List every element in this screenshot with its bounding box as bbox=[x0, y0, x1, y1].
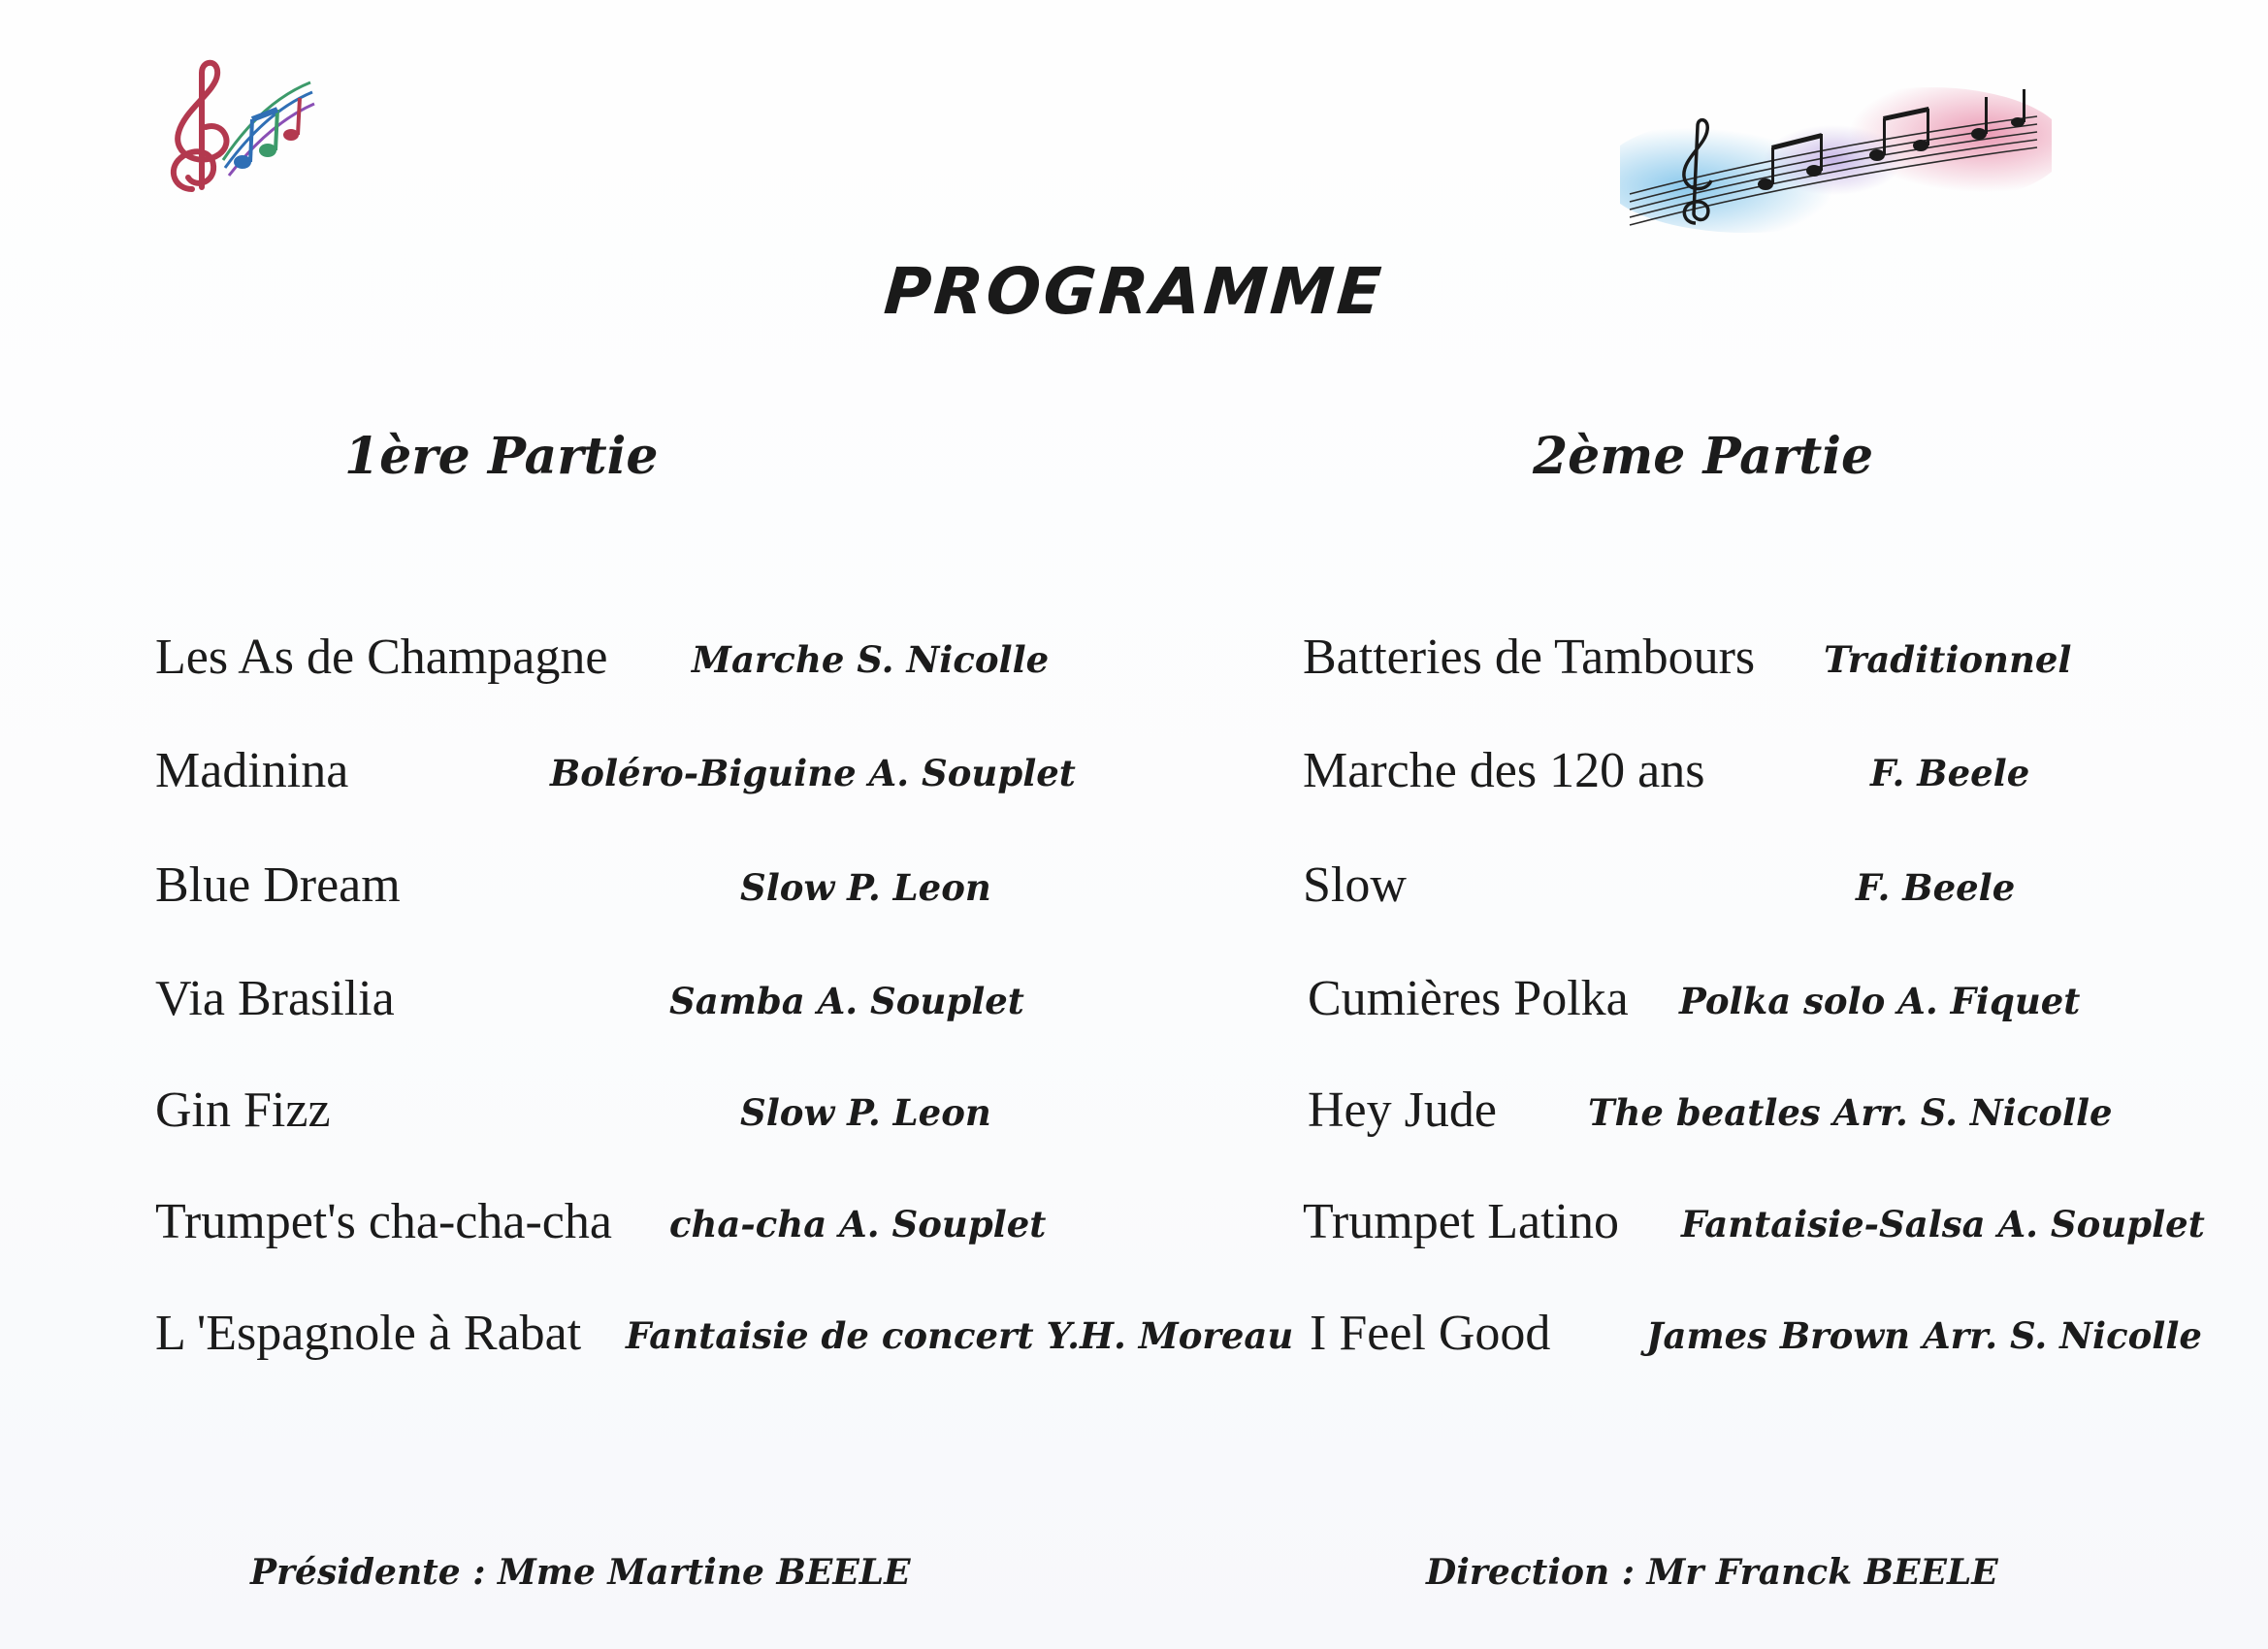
direction-credit: Direction : Mr Franck BEELE bbox=[1426, 1552, 1998, 1593]
piece-title: Batteries de Tambours bbox=[1303, 630, 1756, 685]
part-2-heading: 2ème Partie bbox=[1533, 427, 1874, 486]
piece-info: James Brown Arr. S. Nicolle bbox=[1646, 1314, 2202, 1357]
watercolor-music-staff-icon bbox=[1620, 78, 2052, 233]
piece-title: Les As de Champagne bbox=[155, 630, 608, 685]
piece-info: F. Beele bbox=[1856, 866, 2016, 909]
piece-info: Slow P. Leon bbox=[740, 866, 991, 909]
part-1-heading: 1ère Partie bbox=[344, 427, 659, 486]
piece-info: Fantaisie-Salsa A. Souplet bbox=[1681, 1203, 2205, 1245]
treble-clef-notes-icon bbox=[146, 53, 320, 199]
president-credit: Présidente : Mme Martine BEELE bbox=[250, 1552, 911, 1593]
piece-info: Polka solo A. Fiquet bbox=[1679, 980, 2081, 1022]
piece-title: Cumières Polka bbox=[1308, 971, 1629, 1026]
piece-title: Gin Fizz bbox=[155, 1083, 331, 1138]
page-title: PROGRAMME bbox=[881, 254, 1387, 329]
piece-title: Trumpet Latino bbox=[1303, 1194, 1619, 1249]
piece-info: Marche S. Nicolle bbox=[692, 638, 1050, 681]
piece-title: Madinina bbox=[155, 743, 349, 798]
piece-title: Via Brasilia bbox=[155, 971, 395, 1026]
piece-title: L 'Espagnole à Rabat bbox=[155, 1306, 582, 1361]
piece-title: Trumpet's cha-cha-cha bbox=[155, 1194, 612, 1249]
piece-info: Fantaisie de concert Y.H. Moreau bbox=[626, 1314, 1294, 1357]
piece-title: Marche des 120 ans bbox=[1303, 743, 1705, 798]
piece-info: The beatles Arr. S. Nicolle bbox=[1588, 1091, 2113, 1134]
piece-info: Traditionnel bbox=[1824, 638, 2072, 681]
piece-title: I Feel Good bbox=[1310, 1306, 1551, 1361]
piece-info: Samba A. Souplet bbox=[669, 980, 1024, 1022]
piece-title: Blue Dream bbox=[155, 857, 401, 913]
piece-title: Hey Jude bbox=[1308, 1083, 1497, 1138]
piece-info: Boléro-Biguine A. Souplet bbox=[550, 752, 1076, 794]
piece-info: Slow P. Leon bbox=[740, 1091, 991, 1134]
piece-info: F. Beele bbox=[1870, 752, 2030, 794]
piece-info: cha-cha A. Souplet bbox=[669, 1203, 1047, 1245]
piece-title: Slow bbox=[1303, 857, 1407, 913]
